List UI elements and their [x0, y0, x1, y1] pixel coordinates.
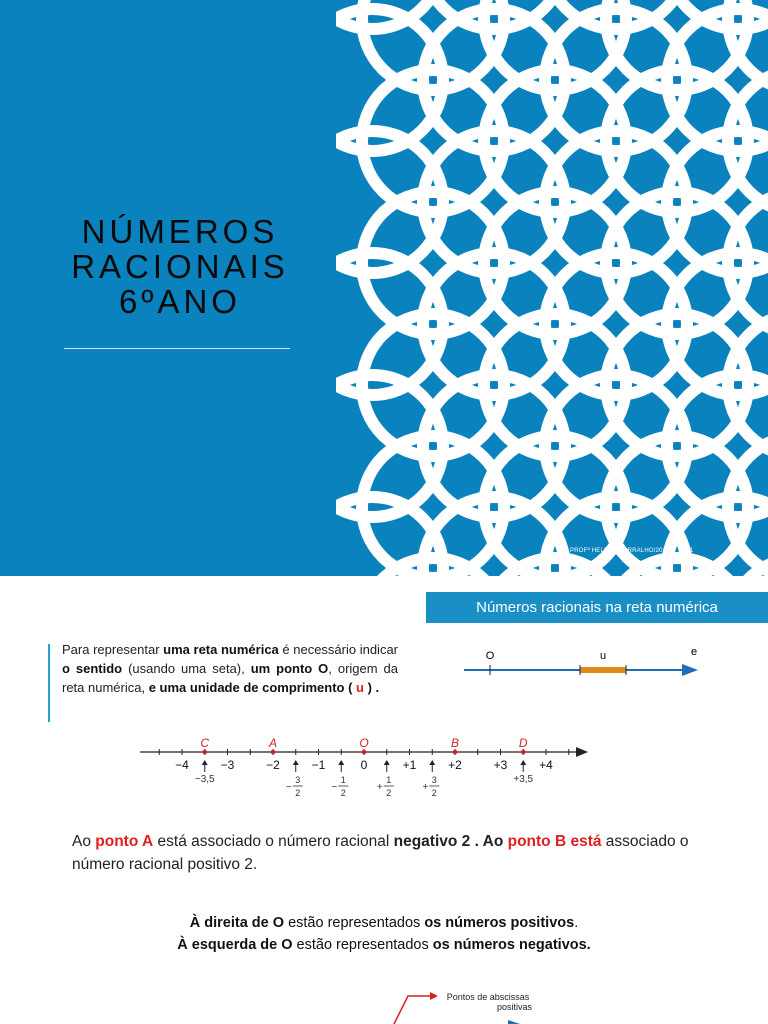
fraction-sign: + — [376, 782, 383, 793]
tick-label: −1 — [311, 758, 326, 772]
tick-label: −2 — [266, 758, 280, 772]
footer-author: PROFª HELENA BORRALHO/2019 — [570, 548, 670, 554]
title-line-1: NÚMEROS — [81, 213, 279, 250]
pA-bold: negativo 2 . Ao — [393, 833, 508, 850]
fraction-sign: − — [285, 782, 292, 793]
title — [30, 214, 330, 319]
left-side-line — [0, 934, 768, 956]
unit-line-arrow — [682, 664, 698, 676]
tick-label: −3 — [220, 758, 235, 772]
point-explanation — [72, 830, 712, 876]
origin-label: O — [485, 650, 495, 662]
value-label: +3,5 — [513, 774, 534, 785]
pA-text: associado o número racional positivo 2. — [72, 833, 689, 873]
point-b-ref: ponto B está — [507, 833, 602, 850]
tick-label: +1 — [402, 758, 417, 772]
unit-label: u — [599, 650, 607, 662]
point-label: C — [200, 736, 210, 750]
point-marker — [271, 750, 276, 755]
para-bold: uma reta numérica — [163, 642, 279, 657]
point-label: A — [268, 736, 278, 750]
direction-label: e — [690, 646, 698, 658]
legend-pointer-arrow — [430, 992, 438, 1000]
bold-text: À direita de O — [189, 915, 285, 931]
point-label: O — [359, 736, 369, 750]
title-line-3: 6ºANO — [119, 283, 241, 320]
value-arrowhead — [429, 760, 435, 765]
pA-text: Ao — [72, 833, 96, 850]
legend-axis-arrow — [508, 1020, 520, 1024]
rational-number-line — [136, 730, 596, 802]
paragraph-accent-bar — [48, 644, 50, 722]
para-text: (usando uma seta), — [122, 661, 251, 676]
point-marker — [453, 750, 458, 755]
legend-line-2: positivas — [496, 1002, 532, 1012]
title-divider — [64, 348, 290, 349]
circle-pattern — [336, 0, 768, 576]
tick-label: −4 — [175, 758, 189, 772]
fraction-sign: + — [422, 782, 429, 793]
fraction-denominator: 2 — [386, 788, 392, 798]
fraction-denominator: 2 — [295, 788, 301, 798]
fraction-numerator: 3 — [295, 775, 301, 785]
title-line-2: RACIONAIS — [71, 248, 289, 285]
plain-text: estão representados — [292, 937, 433, 953]
content-slide — [0, 576, 768, 1024]
fraction-denominator: 2 — [431, 788, 437, 798]
direction-summary — [0, 912, 768, 956]
fraction-numerator: 3 — [431, 775, 437, 785]
para-bold: ) . — [367, 680, 380, 695]
point-marker — [362, 750, 367, 755]
definition-paragraph — [62, 640, 398, 697]
point-label: D — [518, 736, 528, 750]
tick-label: +4 — [539, 758, 553, 772]
number-line-arrow — [576, 747, 588, 757]
bold-text: os números negativos. — [432, 937, 591, 953]
tick-label: +2 — [448, 758, 462, 772]
fraction-sign: − — [331, 782, 338, 793]
point-marker — [521, 750, 526, 755]
value-label: −3,5 — [194, 774, 215, 785]
bold-text: À esquerda de O — [177, 937, 293, 953]
fraction-numerator: 1 — [386, 775, 392, 785]
right-side-line — [0, 912, 768, 934]
fraction-denominator: 2 — [340, 788, 346, 798]
value-arrowhead — [293, 760, 299, 765]
pA-text: está associado o número racional — [153, 833, 394, 850]
para-text: , origem da reta numérica, — [62, 661, 398, 695]
unit-segment — [580, 667, 626, 673]
value-arrowhead — [338, 760, 344, 765]
plain-text: estão representados — [284, 915, 425, 931]
value-arrowhead — [520, 760, 526, 765]
para-bold: e uma unidade de comprimento ( — [148, 680, 353, 695]
para-bold: um ponto O — [250, 661, 329, 676]
point-label: B — [450, 736, 460, 750]
bold-text: os números positivos — [424, 915, 575, 931]
unit-number-line — [456, 646, 706, 682]
point-marker — [202, 750, 207, 755]
point-a-ref: ponto A — [95, 833, 154, 850]
fraction-numerator: 1 — [340, 775, 346, 785]
para-bold: o sentido — [62, 661, 123, 676]
tick-label: 0 — [360, 758, 368, 772]
unit-u: u — [352, 680, 368, 695]
para-text: Para representar — [62, 642, 164, 657]
section-header: Números racionais na reta numérica — [426, 592, 768, 623]
legend-pointer — [394, 996, 432, 1024]
para-text: é necessário indicar — [278, 642, 399, 657]
tick-label: +3 — [493, 758, 508, 772]
plain-text: . — [574, 915, 579, 931]
value-arrowhead — [202, 760, 208, 765]
value-arrowhead — [384, 760, 390, 765]
legend-label — [438, 992, 538, 1012]
page-number: 1 — [690, 548, 694, 554]
legend-line-1: Pontos de abscissas — [446, 992, 530, 1002]
